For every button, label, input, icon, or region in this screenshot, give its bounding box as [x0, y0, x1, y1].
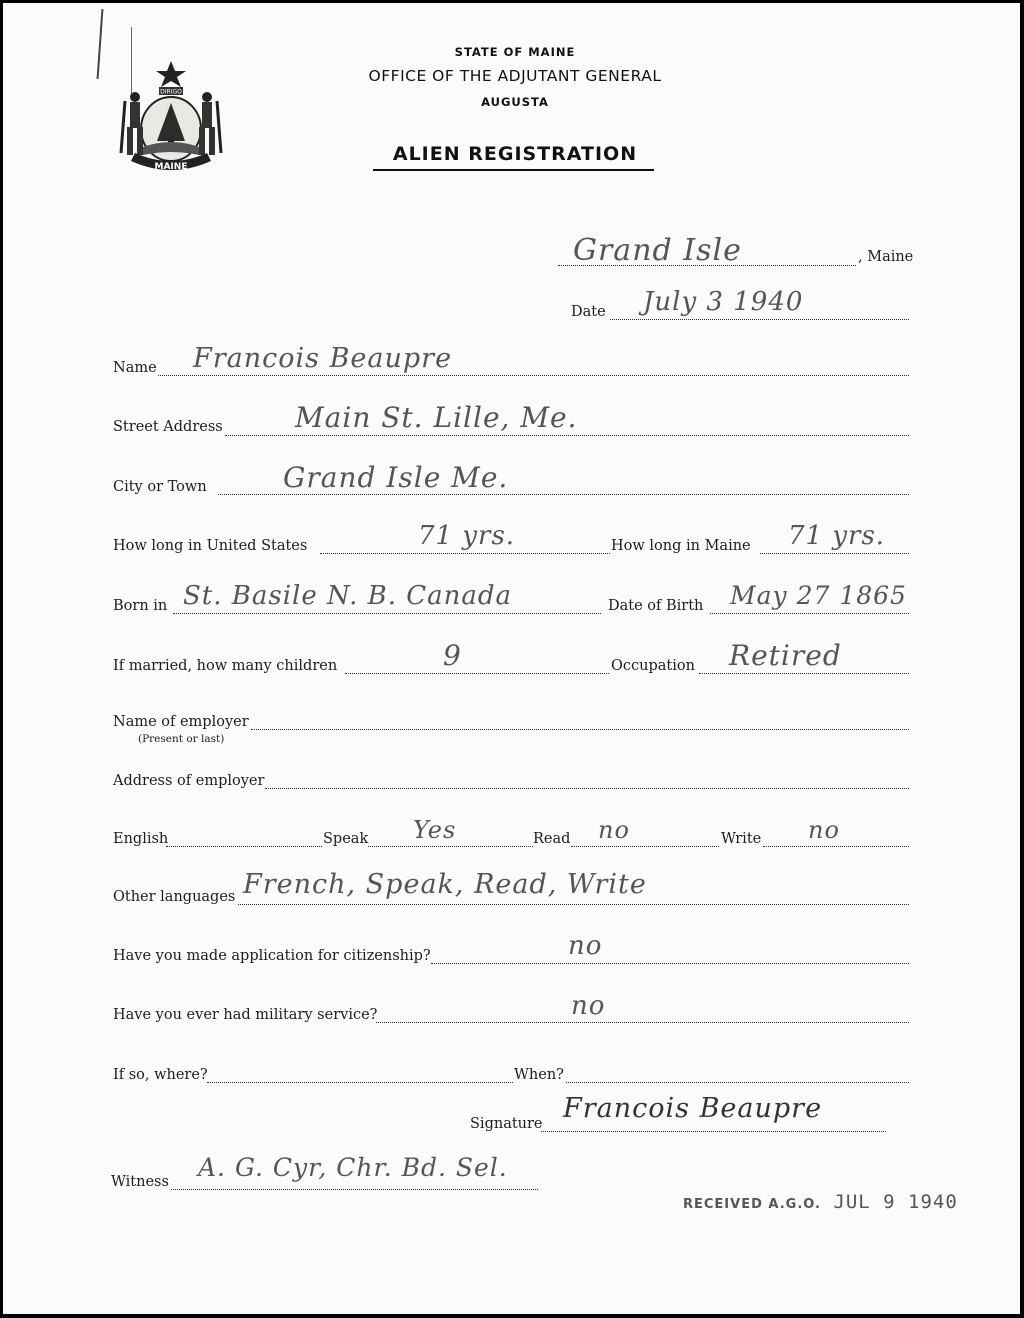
dob-value: May 27 1865 — [730, 581, 907, 610]
name-value: Francois Beaupre — [193, 343, 453, 374]
svg-text:DIRIGO: DIRIGO — [160, 88, 182, 96]
write-line — [763, 846, 909, 847]
children-line — [345, 673, 609, 674]
signature-line — [541, 1131, 886, 1132]
other-languages-label: Other languages — [113, 889, 236, 905]
read-line — [571, 846, 719, 847]
received-stamp — [683, 1191, 958, 1213]
city-label: City or Town — [113, 479, 207, 495]
street-value: Main St. Lille, Me. — [295, 401, 578, 434]
city-value: Grand Isle Me. — [283, 461, 509, 494]
date-line — [610, 319, 909, 320]
when-label: When? — [514, 1067, 564, 1083]
office-heading: OFFICE OF THE ADJUTANT GENERAL — [368, 67, 662, 85]
military-value: no — [571, 991, 606, 1021]
employer-name-label: Name of employer — [113, 714, 249, 730]
employer-address-line — [265, 788, 909, 789]
date-value: July 3 1940 — [643, 287, 804, 317]
form-title: ALIEN REGISTRATION — [392, 143, 638, 165]
other-languages-value: French, Speak, Read, Write — [243, 869, 647, 900]
english-label: English — [113, 831, 169, 847]
occupation-line — [699, 673, 909, 674]
where-label: If so, where? — [113, 1067, 208, 1083]
citizenship-line — [431, 963, 909, 964]
signature-value: Francois Beaupre — [563, 1093, 823, 1124]
how-long-maine-value: 71 yrs. — [788, 521, 886, 551]
citizenship-value: no — [568, 931, 603, 961]
maine-state-seal-icon — [115, 57, 227, 181]
speak-line — [368, 846, 533, 847]
how-long-us-line — [320, 553, 610, 554]
svg-text:MAINE: MAINE — [154, 162, 188, 172]
write-label: Write — [721, 831, 762, 847]
children-value: 9 — [443, 639, 462, 672]
witness-value: A. G. Cyr, Chr. Bd. Sel. — [198, 1153, 508, 1182]
place-suffix: , Maine — [858, 249, 914, 265]
dob-label: Date of Birth — [608, 598, 704, 614]
speak-value: Yes — [413, 816, 457, 844]
how-long-maine-label: How long in Maine — [611, 538, 751, 554]
occupation-label: Occupation — [611, 658, 695, 674]
signature-label: Signature — [470, 1116, 543, 1132]
when-line — [566, 1082, 909, 1083]
military-label: Have you ever had military service? — [113, 1007, 378, 1023]
street-label: Street Address — [113, 419, 223, 435]
born-in-label: Born in — [113, 598, 168, 614]
write-value: no — [808, 816, 840, 844]
where-line — [207, 1082, 513, 1083]
how-long-maine-line — [760, 553, 909, 554]
place-value: Grand Isle — [573, 233, 742, 268]
name-line — [158, 375, 909, 376]
received-stamp-date: JUL 9 1940 — [833, 1191, 958, 1213]
witness-line — [171, 1189, 538, 1190]
how-long-us-label: How long in United States — [113, 538, 308, 554]
employer-name-sublabel: (Present or last) — [138, 733, 225, 745]
other-languages-line — [238, 904, 909, 905]
title-underline — [373, 169, 654, 171]
english-line — [166, 846, 322, 847]
state-heading: STATE OF MAINE — [454, 45, 576, 59]
citizenship-label: Have you made application for citizenship? — [113, 948, 431, 964]
name-label: Name — [113, 360, 157, 376]
pencil-mark — [97, 9, 104, 79]
received-stamp-prefix: RECEIVED A.G.O. — [683, 1197, 821, 1212]
born-in-value: St. Basile N. B. Canada — [183, 581, 513, 611]
city-heading: AUGUSTA — [481, 95, 549, 109]
city-line — [218, 494, 909, 495]
read-label: Read — [533, 831, 571, 847]
employer-address-label: Address of employer — [113, 773, 265, 789]
read-value: no — [598, 816, 630, 844]
employer-name-line — [251, 729, 909, 730]
born-in-line — [173, 613, 601, 614]
occupation-value: Retired — [729, 639, 842, 672]
speak-label: Speak — [323, 831, 369, 847]
military-line — [376, 1022, 909, 1023]
date-label: Date — [571, 304, 606, 320]
dob-line — [710, 613, 909, 614]
street-line — [225, 435, 909, 436]
witness-label: Witness — [111, 1174, 169, 1190]
children-label: If married, how many children — [113, 658, 338, 674]
registration-form — [3, 3, 1020, 1314]
how-long-us-value: 71 yrs. — [418, 521, 516, 551]
